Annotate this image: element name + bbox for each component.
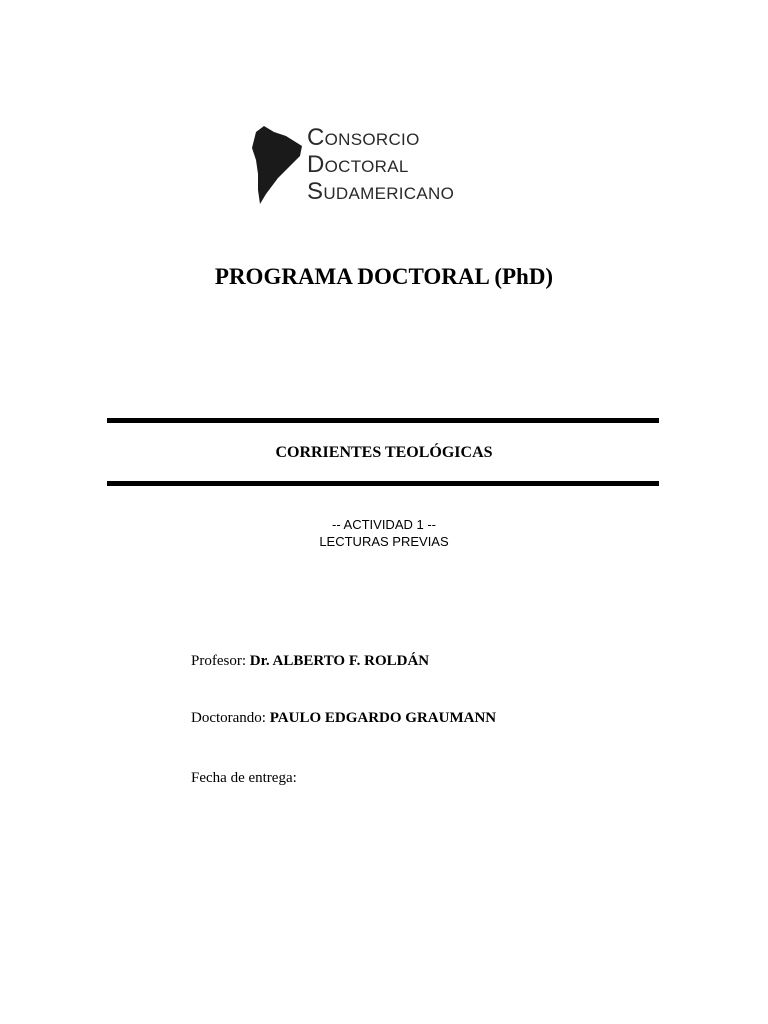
doctorando-line — [191, 709, 496, 727]
program-title: PROGRAMA DOCTORAL (PhD) — [214, 264, 554, 289]
consorcio-logo — [250, 124, 530, 208]
profesor-name: Dr. ALBERTO F. ROLDÁN — [249, 653, 430, 669]
activity-block — [0, 516, 768, 550]
activity-subtitle: LECTURAS PREVIAS — [319, 534, 449, 549]
doctorando-name: PAULO EDGARDO GRAUMANN — [269, 710, 497, 726]
bottom-divider — [107, 481, 659, 486]
profesor-line — [191, 652, 429, 670]
logo-text — [307, 124, 454, 205]
logo-line: Consorcio — [307, 124, 420, 151]
fecha-label: Fecha de entrega: — [191, 770, 297, 786]
logo-line: Doctoral — [307, 151, 409, 178]
logo-line: Sudamericano — [307, 178, 455, 205]
course-title: CORRIENTES TEOLÓGICAS — [275, 444, 493, 461]
south-america-map-icon — [250, 126, 306, 204]
activity-number: -- ACTIVIDAD 1 -- — [331, 517, 436, 532]
fecha-line — [191, 769, 297, 787]
doctorando-label: Doctorando: — [191, 710, 270, 726]
profesor-label: Profesor: — [191, 653, 250, 669]
top-divider — [107, 418, 659, 423]
